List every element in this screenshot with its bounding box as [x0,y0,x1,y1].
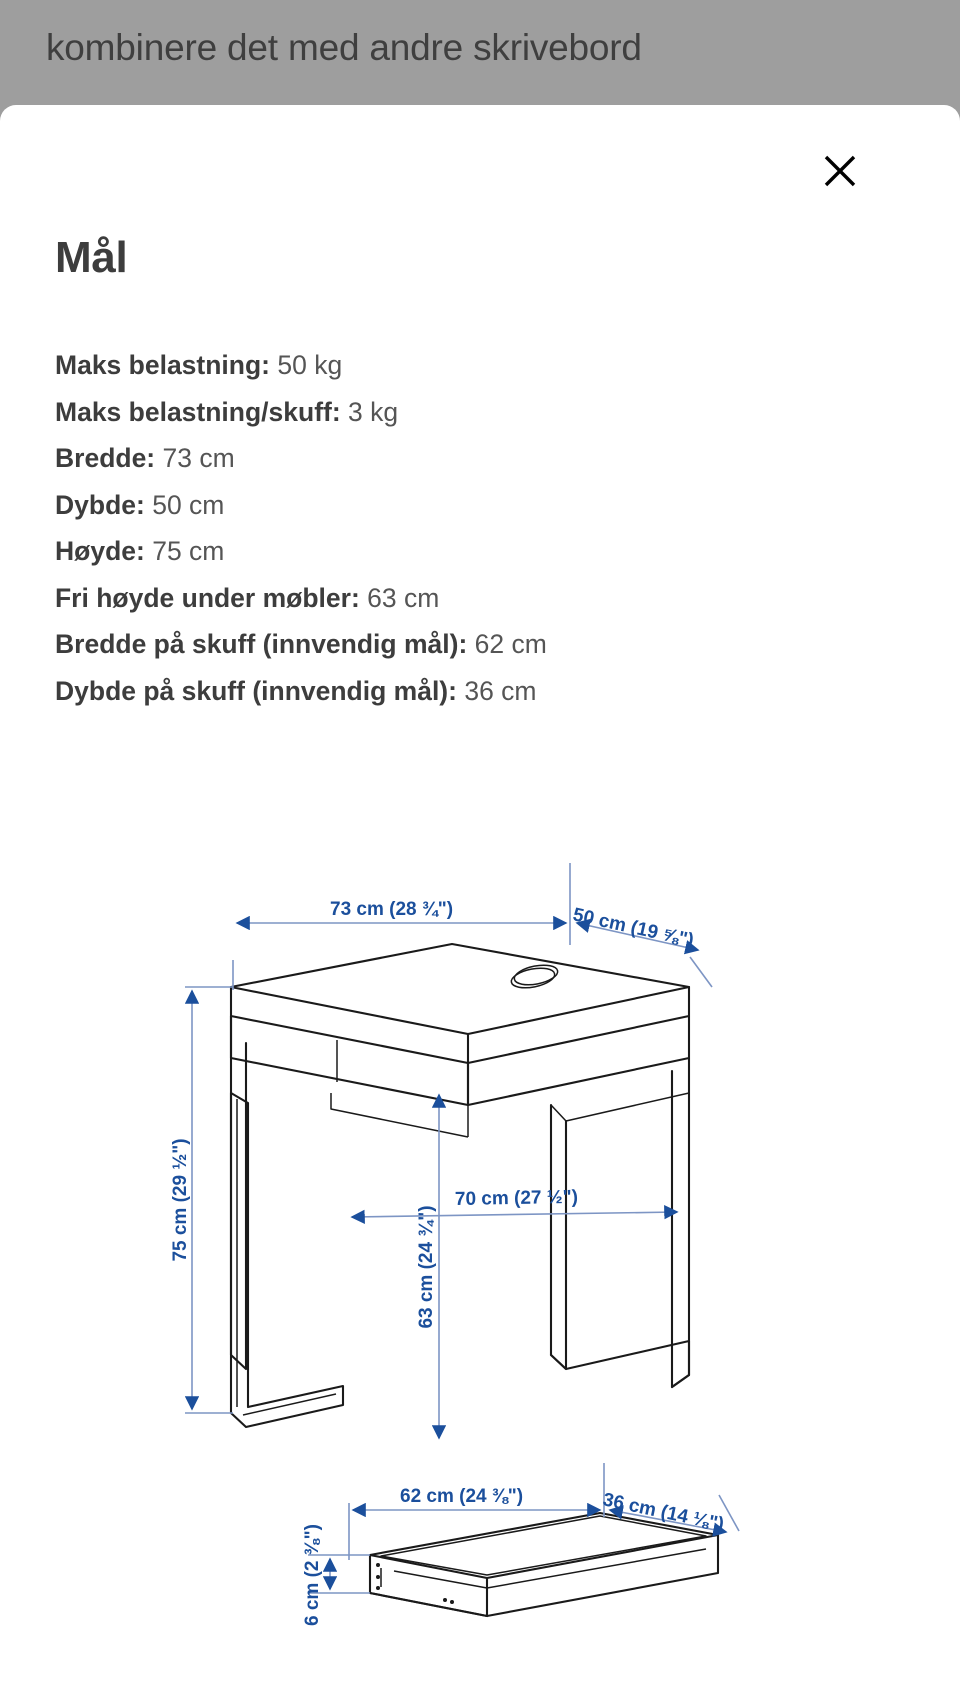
dimension-clearance-height [416,1095,439,1438]
dim-label-drawer-depth: 36 cm (14 ⅛") [600,1489,726,1536]
spec-label: Dybde på skuff (innvendig mål): [55,675,457,706]
dim-label-clearance-height: 63 cm (24 ¾") [416,1205,437,1329]
spec-row [55,342,915,389]
close-icon[interactable] [816,147,864,195]
dim-label-width: 73 cm (28 ¾") [330,899,454,920]
spec-row [55,482,915,529]
spec-row [55,389,915,436]
close-icon-glyph [820,151,860,191]
spec-row [55,575,915,622]
dimensions-modal [0,105,960,1706]
spec-value: 50 cm [152,489,225,520]
spec-row [55,668,915,715]
spec-label: Maks belastning: [55,350,270,380]
dimension-height [170,987,233,1413]
dimension-drawer-height [302,1524,370,1626]
page-title: Mål [55,233,128,282]
spec-label: Dybde: [55,489,145,520]
spec-row [55,435,915,482]
dimension-clearance-width [352,1187,677,1217]
spec-label: Maks belastning/skuff: [55,396,341,427]
spec-label: Fri høyde under møbler: [55,582,360,613]
dimension-drawer-width [349,1463,604,1560]
dim-label-drawer-width: 62 cm (24 ⅜") [400,1486,524,1507]
spec-value: 63 cm [367,582,440,613]
spec-row [55,528,915,575]
spec-value: 36 cm [464,675,537,706]
spec-value: 62 cm [474,629,547,659]
dim-label-drawer-height: 6 cm (2 ⅜") [302,1524,323,1626]
spec-label: Bredde på skuff (innvendig mål): [55,629,468,659]
spec-label: Høyde: [55,536,145,566]
spec-value: 75 cm [152,536,225,566]
dimension-depth [571,904,712,987]
backdrop-page-title: kombinere det med andre skrivebord [46,27,642,68]
spec-row [55,621,915,668]
spec-value: 3 kg [348,396,399,427]
specification-list [55,342,915,714]
spec-value: 73 cm [162,443,235,473]
desk-illustration [231,944,689,1427]
dim-label-clearance-width: 70 cm (27 ½") [454,1186,579,1210]
spec-value: 50 kg [277,350,343,380]
drawer-illustration [370,1513,718,1616]
dim-label-depth: 50 cm (19 ⅝") [570,904,696,952]
spec-label: Bredde: [55,443,156,473]
dimension-diagram [0,775,960,1705]
dim-label-height: 75 cm (29 ½") [170,1138,191,1262]
